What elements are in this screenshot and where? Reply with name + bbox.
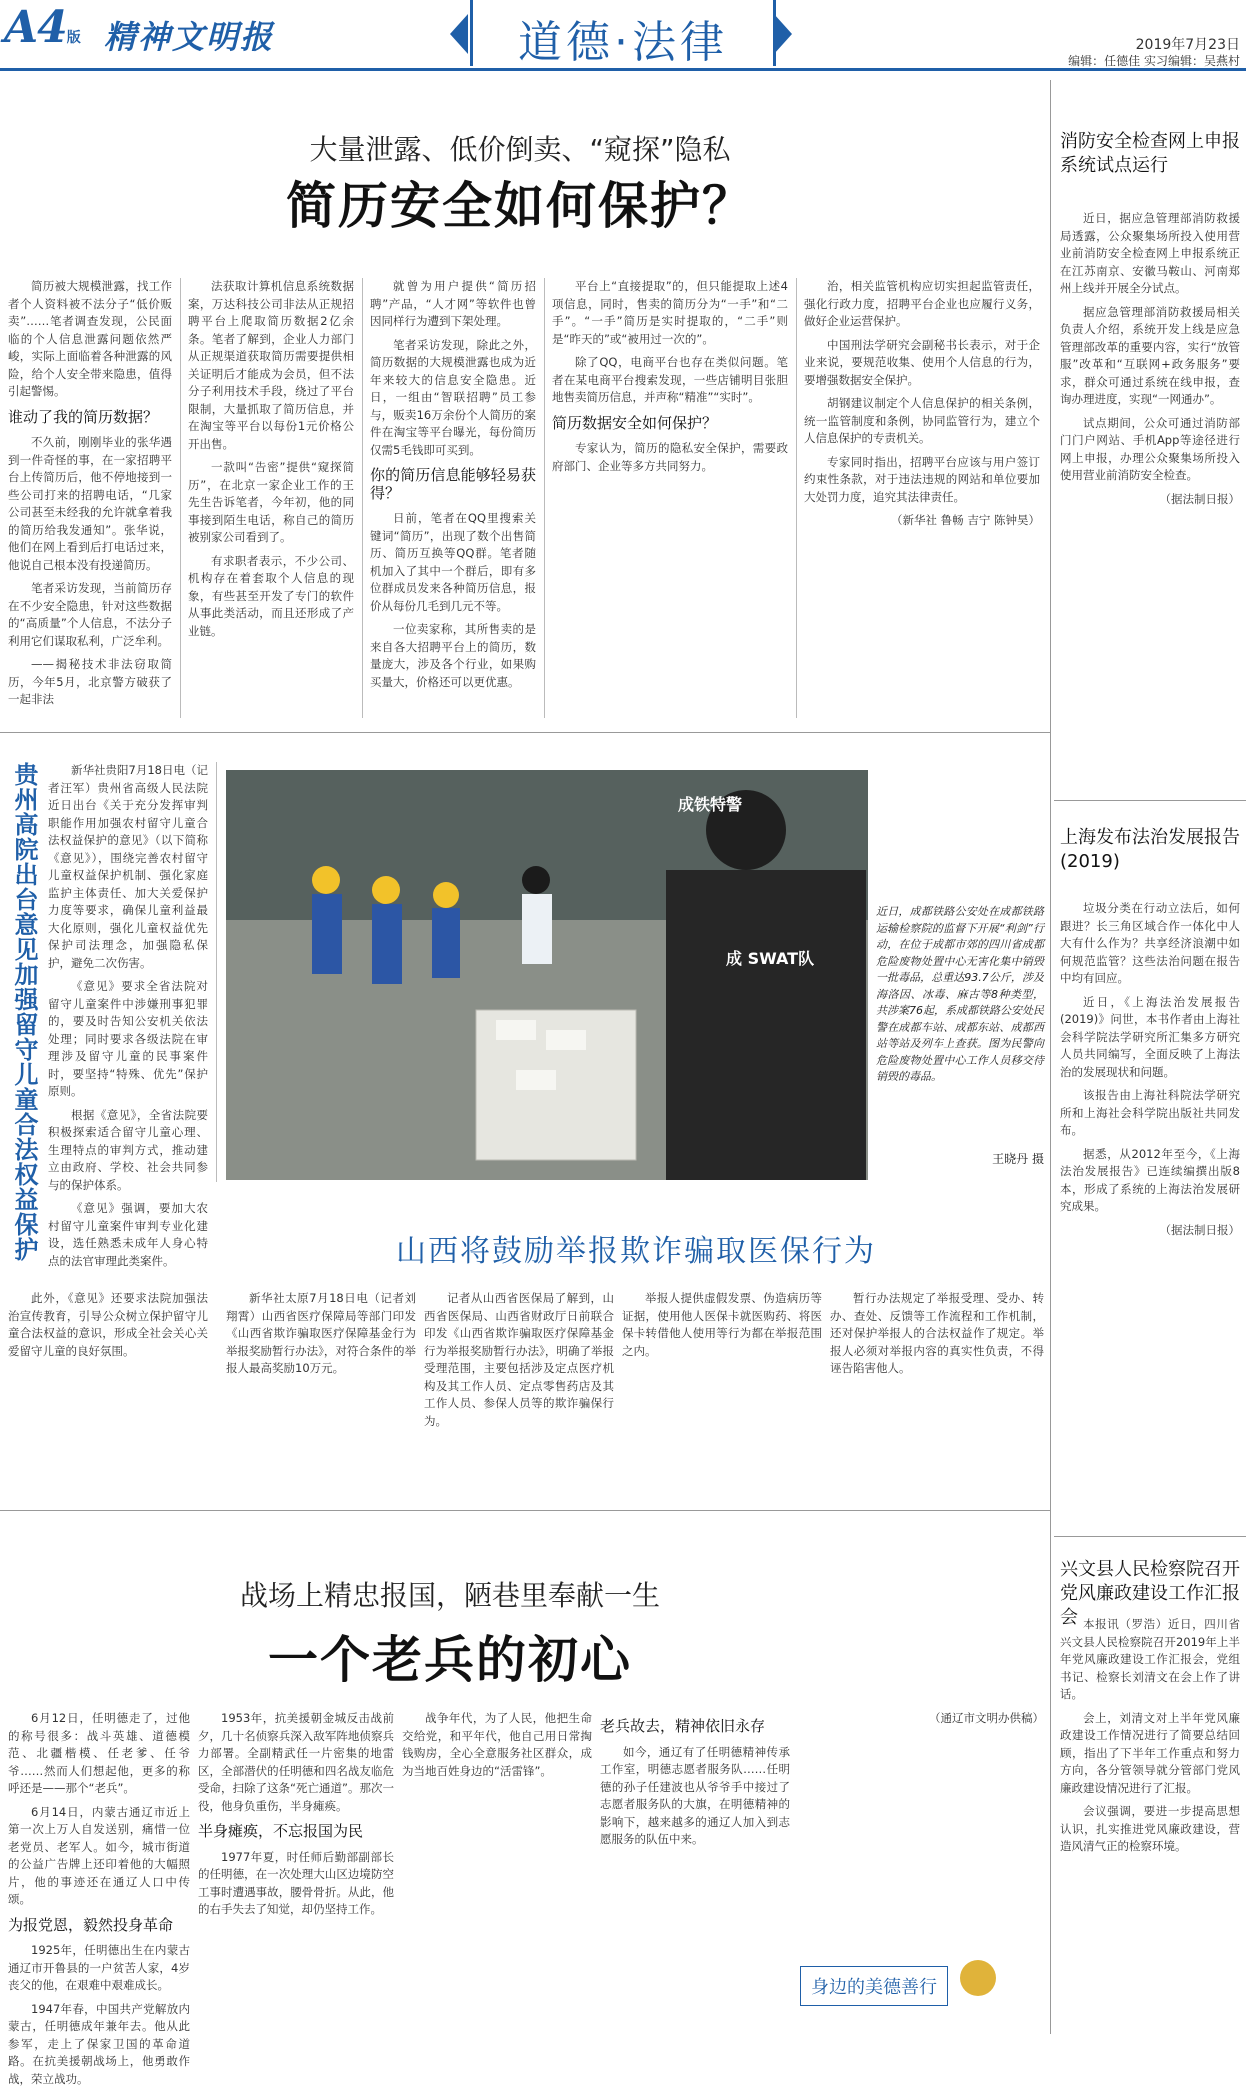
photo-credit: 王晓丹 摄 [876, 1150, 1044, 1167]
story4-column-4 [600, 1710, 790, 2030]
story3-column-3 [622, 1290, 822, 1490]
sidebar-story2-body [1060, 900, 1240, 1460]
paragraph: 根据《意见》，全省法院要积极探索适合留守儿童心理、生理特点的审判方式，推动建立由政府、学校、社会共同参与的保护体系。 [48, 1107, 208, 1195]
story1-subhead-1: 谁动了我的简历数据？ [8, 409, 172, 427]
paragraph: 试点期间，公众可通过消防部门门户网站、手机App等途径进行网上申报，办理公众聚集场所投入使用营业前消防安全检查。 [1060, 415, 1240, 485]
paragraph: 此外，《意见》还要求法院加强法治宣传教育，引导公众树立保护留守儿童合法权益的意识，形成全社会关心关爱留守儿童的良好氛围。 [8, 1290, 208, 1360]
vest-label: 成铁特警 [678, 792, 742, 815]
paragraph: 1977年夏，时任师后勤部副部长的任明德，在一次处理大山区边境防空工事时遭遇事故，腰骨骨折。从此，他的右手失去了知觉，却仍坚持工作。 [198, 1849, 394, 1919]
paragraph: 专家同时指出，招聘平台应该与用户签订约束性条款，对于违法违规的网站和单位要加大处罚力度，追究其法律责任。 [804, 454, 1040, 507]
story3-title: 山西将鼓励举报欺诈骗取医保行为 [226, 1226, 1046, 1270]
banner-arrow-left-icon [450, 14, 468, 54]
story3-column-1 [226, 1290, 416, 1490]
story1-column-1 [8, 278, 172, 718]
story3-column-4 [830, 1290, 1044, 1490]
banner-arrow-right-icon [774, 14, 792, 54]
story2-body-continued [8, 1290, 208, 1490]
story4-column-3 [402, 1710, 592, 2030]
column-divider [216, 762, 217, 1182]
paragraph: 就曾为用户提供“简历招聘”产品，“人才网”等软件也曾因同样行为遭到下架处理。 [370, 278, 536, 331]
paragraph: 一位卖家称，其所售卖的是来自各大招聘平台上的简历，数量庞大，涉及各个行业，如果购买量大，价格还可以更优惠。 [370, 621, 536, 691]
swat-label: 成 SWAT队 [726, 946, 814, 969]
paragraph: 记者从山西省医保局了解到，山西省医保局、山西省财政厅日前联合印发《山西省欺诈骗取医疗保障基金行为举报奖励暂行办法》，明确了举报受理范围，主要包括涉及定点医疗机构及其工作人员、定点零售药店及其工作人员、参保人员等的欺诈骗保行为。 [424, 1290, 614, 1430]
paragraph: 笔者采访发现，当前简历存在不少安全隐患，针对这些数据的“高质量”个人信息，不法分子利用它们谋取私利，广泛牟利。 [8, 580, 172, 650]
section-title: 道德·法律 [470, 6, 776, 70]
paragraph: 会议强调，要进一步提高思想认识，扎实推进党风廉政建设，营造风清气正的检察环境。 [1060, 1803, 1240, 1856]
sidebar-story1-body [1060, 210, 1240, 750]
column-divider [362, 278, 363, 718]
header-rule [0, 68, 1246, 71]
sidebar-story1-title: 消防安全检查网上申报系统试点运行 [1060, 130, 1240, 178]
paragraph: 垃圾分类在行动立法后，如何跟进？长三角区域合作一体化中人大有什么作为？共享经济浪潮中如何规范监管？这些法治问题在报告中均有回应。 [1060, 900, 1240, 988]
story1-column-5 [804, 278, 1040, 718]
story4-credit: （通辽市文明办供稿） [798, 1710, 1044, 1728]
paragraph: 近日，《上海法治发展报告(2019)》问世，本书作者由上海社会科学院法学研究所汇集多方研究人员共同编写，全面反映了上海法治的发展现状和问题。 [1060, 994, 1240, 1082]
story2-body [48, 762, 208, 1282]
sidebar-story3-body [1060, 1616, 1240, 2026]
paragraph: 举报人提供虚假发票、伪造病历等证据，使用他人医保卡就医购药、将医保卡转借他人使用等行为都在举报范围之内。 [622, 1290, 822, 1360]
paragraph: 战争年代，为了人民，他把生命交给党，和平年代，他自己用日常掏钱购房，全心全意服务社区群众，成为当地百姓身边的“活雷锋”。 [402, 1710, 592, 1780]
paragraph: ——揭秘技术非法窃取简历，今年5月，北京警方破获了一起非法 [8, 656, 172, 709]
paragraph: 据悉，从2012年至今，《上海法治发展报告》已连续编撰出版8本，形成了系统的上海法治发展研究成果。 [1060, 1146, 1240, 1216]
paragraph: 会上，刘清文对上半年党风廉政建设工作情况进行了简要总结回顾，指出了下半年工作重点和努力方向，各分管领导就分管部门党风廉政建设情况进行了汇报。 [1060, 1710, 1240, 1798]
sidebar-divider-h [1054, 1536, 1246, 1537]
story4-kicker: 战场上精忠报国，陋巷里奉献一生 [0, 1574, 900, 1614]
paragraph: 笔者采访发现，除此之外，简历数据的大规模泄露也成为近年来较大的信息安全隐患。近日，一组由“智联招聘”员工参与，贩卖16万余份个人简历的案件在淘宝等平台曝光，每份简历仅需5毛钱即可买到。 [370, 337, 536, 460]
paragraph: 治，相关监管机构应切实担起监管责任，强化行政力度，招聘平台企业也应履行义务，做好企业运营保护。 [804, 278, 1040, 331]
column-divider [180, 278, 181, 718]
story4-headline: 一个老兵的初心 [0, 1620, 900, 1692]
column-badge: 身边的美德善行 [800, 1966, 948, 2006]
paragraph: 一款叫“告密”提供“窥探简历”，在北京一家企业工作的王先生告诉笔者，今年初，他的同事接到陌生电话，称自己的简历被别家公司看到了。 [188, 459, 354, 547]
column-divider [544, 278, 545, 718]
paragraph: 1925年，任明德出生在内蒙古通辽市开鲁县的一户贫苦人家，4岁丧父的他，在艰难中艰难成长。 [8, 1942, 190, 1995]
story2-vertical-title: 贵州高院出台意见加强留守儿童合法权益保护 [8, 762, 38, 1262]
paragraph: 专家认为，简历的隐私安全保护，需要政府部门、企业等多方共同努力。 [552, 440, 788, 475]
paragraph: 日前，笔者在QQ里搜索关键词“简历”，出现了数个出售简历、简历互换等QQ群。笔者随机加入了其中一个群后，即有多位群成员发来各种简历信息，报价从每份几毛到几元不等。 [370, 510, 536, 615]
story4-column-1 [8, 1710, 190, 2030]
story1-column-4 [552, 278, 788, 718]
sidebar-story3-title: 兴文县人民检察院召开党风廉政建设工作汇报会 [1060, 1558, 1240, 1630]
paragraph: 不久前，刚刚毕业的张华遇到一件奇怪的事，在一家招聘平台上传简历后，他不停地接到一些公司打来的招聘电话，“几家公司甚至未经我的允许就拿着我的简历给我发通知”。张华说，他们在网上看到后打电话过来，他说自己根本没有投递简历。 [8, 434, 172, 574]
paragraph: 该报告由上海社科院法学研究所和上海社会科学院出版社共同发布。 [1060, 1087, 1240, 1140]
column-divider [796, 278, 797, 718]
paragraph: 《意见》要求全省法院对留守儿童案件中涉嫌刑事犯罪的，要及时告知公安机关依法处理；同时要求各级法院在审理涉及留守儿童的民事案件时，要坚持“特殊、优先”保护原则。 [48, 978, 208, 1101]
paragraph: 《意见》强调，要加大农村留守儿童案件审判专业化建设，选任熟悉未成年人身心特点的法官审理此类案件。 [48, 1200, 208, 1270]
paragraph: 中国刑法学研究会副秘书长表示，对于企业来说，要规范收集、使用个人信息的行为，要增强数据安全保护。 [804, 337, 1040, 390]
story4-subhead-3: 老兵故去，精神依旧永存 [600, 1718, 790, 1736]
story3-column-2 [424, 1290, 614, 1490]
sidebar-divider-h [1054, 800, 1246, 801]
photo-illustration [226, 770, 868, 1180]
story1-headline: 简历安全如何保护？ [0, 166, 1040, 238]
paragraph: 法获取计算机信息系统数据案，万达科技公司非法从正规招聘平台上爬取简历数据2亿余条。笔者了解到，企业人力部门从正规渠道获取简历需要提供相关证明后才能成为会员，但不法分子利用技术手段，绕过了平台限制，大量抓取了简历信息，并在淘宝等平台以每份1元价格公开出售。 [188, 278, 354, 453]
paragraph: 简历被大规模泄露，找工作者个人资料被不法分子“低价贩卖”……笔者调查发现，公民面临的个人信息泄露问题依然严峻，实际上面临着各种泄露的风险，给个人安全带来隐患，值得引起警惕。 [8, 278, 172, 401]
photo-caption: 近日，成都铁路公安处在成都铁路运输检察院的监督下开展“利剑”行动，在位于成都市郊的四川省成都危险废物处置中心无害化集中销毁一批毒品，总重达93.7公斤，涉及海洛因、冰毒、麻古等8种类型，共涉案76起，系成都铁路公安处民警在成都车站、成都东站、成都西站等站及列车上查获。图为民警向危险废物处置中心工作人员移交待销毁的毒品。 [876, 904, 1044, 1144]
flower-icon [960, 1960, 996, 1996]
paragraph: 新华社贵阳7月18日电（记者汪军）贵州省高级人民法院近日出台《关于充分发挥审判职能作用加强农村留守儿童合法权益保护的意见》（以下简称《意见》），围绕完善农村留守儿童权益保护机制、强化家庭监护主体责任、加大关爱保护力度等要求，确保儿童利益最大化原则，强化儿童权益优先保护司法理念，加强隐私保护，避免二次伤害。 [48, 762, 208, 972]
paragraph: 近日，据应急管理部消防救援局透露，公众聚集场所投入使用营业前消防安全检查网上申报系统正在江苏南京、安徽马鞍山、河南郑州上线并开展全分试点。 [1060, 210, 1240, 298]
paragraph: 如今，通辽有了任明德精神传承工作室，明德志愿者服务队……任明德的孙子任建波也从爷爷手中接过了志愿者服务队的大旗，在明德精神的影响下，越来越多的通辽人加入到志愿服务的队伍中来。 [600, 1744, 790, 1849]
paragraph: 本报讯（罗浩）近日，四川省兴文县人民检察院召开2019年上半年党风廉政建设工作汇报会，党组书记、检察长刘清文在会上作了讲话。 [1060, 1616, 1240, 1704]
story1-byline: （新华社 鲁畅 吉宁 陈钟昊） [804, 512, 1040, 530]
story1-column-2 [188, 278, 354, 718]
newspaper-name: 精神文明报 [104, 12, 274, 58]
section-divider [0, 732, 1050, 733]
section-divider [0, 1510, 1050, 1511]
paragraph: 新华社太原7月18日电（记者刘翔霄）山西省医疗保障局等部门印发《山西省欺诈骗取医疗保障基金行为举报奖励暂行办法》，对符合条件的举报人最高奖励10万元。 [226, 1290, 416, 1378]
paragraph: 暂行办法规定了举报受理、受办、转办、查处、反馈等工作流程和工作机制，还对保护举报人的合法权益作了规定。举报人必须对举报内容的真实性负责，不得诬告陷害他人。 [830, 1290, 1044, 1378]
news-photo [226, 770, 868, 1180]
sidebar-story1-credit: （据法制日报） [1060, 491, 1240, 509]
sidebar-divider [1050, 80, 1051, 2034]
paragraph: 6月12日，任明德走了，过他的称号很多：战斗英雄、道德模范、北疆楷模、任老爹、任爷爷……然而人们想起他，更多的称呼还是——那个“老兵”。 [8, 1710, 190, 1798]
paragraph: 有求职者表示，不少公司、机构存在着套取个人信息的现象，有些甚至开发了专门的软件从事此类活动，而且还形成了产业链。 [188, 553, 354, 641]
story1-kicker: 大量泄露、低价倒卖、“窥探”隐私 [0, 128, 1040, 168]
page-number: A4版 [4, 2, 80, 53]
paragraph: 平台上“直接提取”的，但只能提取上述4项信息，同时，售卖的简历分为“一手”和“二手”。“一手”简历是实时提取的，“二手”则是“昨天的”或“被用过一次的”。 [552, 278, 788, 348]
paragraph: 除了QQ，电商平台也存在类似问题。笔者在某电商平台搜索发现，一些店铺明目张胆地售卖简历信息，并声称“精准”“实时”。 [552, 354, 788, 407]
story4-column-2 [198, 1710, 394, 2030]
sidebar-story2-credit: （据法制日报） [1060, 1222, 1240, 1240]
sidebar-story2-title: 上海发布法治发展报告(2019) [1060, 826, 1240, 874]
issue-date: 2019年7月23日 [1136, 34, 1240, 54]
editor-credits: 编辑：任德佳 实习编辑：吴燕村 [1068, 52, 1240, 69]
story1-subhead-3: 简历数据安全如何保护？ [552, 415, 788, 433]
story4-subhead-2: 半身瘫痪，不忘报国为民 [198, 1823, 394, 1841]
story4-subhead-1: 为报党恩，毅然投身革命 [8, 1917, 190, 1935]
paragraph: 胡钢建议制定个人信息保护的相关条例，统一监管制度和条例，协同监管行为，建立个人信息保护的专责机关。 [804, 395, 1040, 448]
paragraph: 1953年，抗美援朝金城反击战前夕，几十名侦察兵深入敌军阵地侦察兵力部署。全副精武任一片密集的地雷区，全部潜伏的任明德和四名战友临危受命，扫除了这条“死亡通道”。那次一役，他身负重伤，半身瘫痪。 [198, 1710, 394, 1815]
paragraph: 1947年春，中国共产党解放内蒙古，任明德成年兼年去。他从此参军，走上了保家卫国的革命道路。在抗美援朝战场上，他勇敢作战，荣立战功。 [8, 2001, 190, 2088]
story4-column-5 [798, 1710, 1044, 1950]
paragraph: 6月14日，内蒙古通辽市近上第一次上万人自发送别，痛惜一位老党员、老军人。如今，城市街道的公益广告牌上还印着他的大幅照片，他的事迹还在通辽人口中传颂。 [8, 1804, 190, 1909]
story1-column-3 [370, 278, 536, 718]
paragraph: 据应急管理部消防救援局相关负责人介绍，系统开发上线是应急管理部改革的重要内容，实行“放管服”改革和“互联网+政务服务”要求，群众可通过系统在线申报，查询办理进度，实现“一网通办”。 [1060, 304, 1240, 409]
story1-subhead-2: 你的简历信息能够轻易获得？ [370, 467, 536, 502]
